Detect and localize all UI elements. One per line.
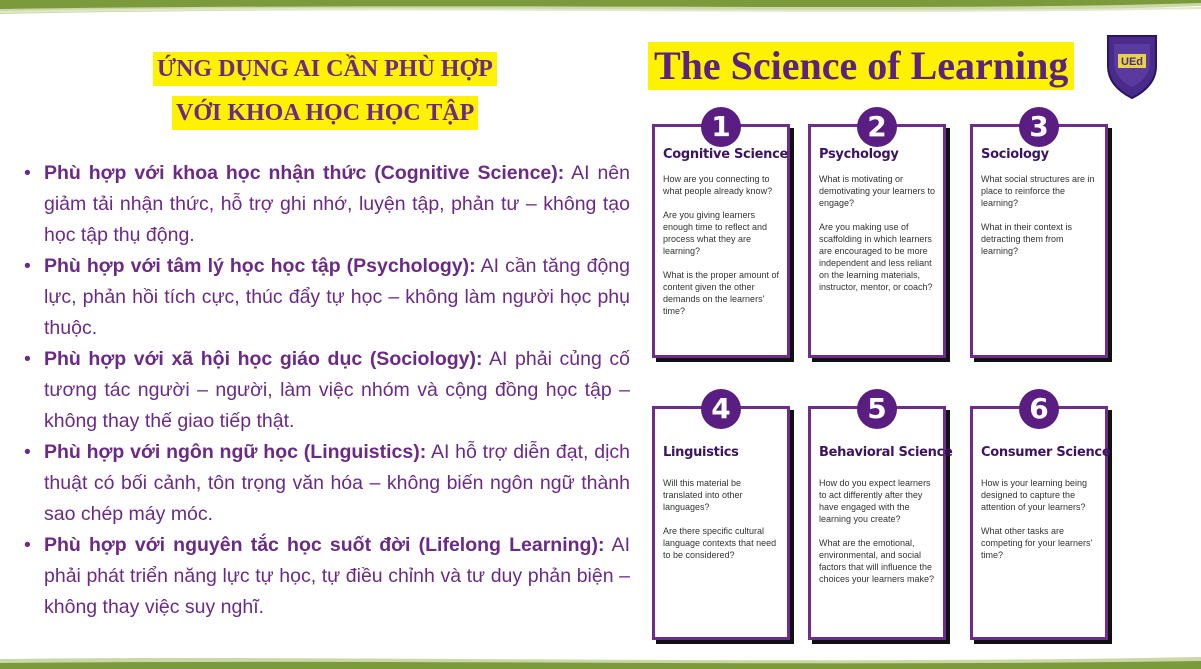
card-questions (981, 477, 1099, 573)
science-of-learning-title: The Science of Learning (648, 42, 1074, 90)
university-shield-icon (1104, 32, 1160, 102)
card-title: Behavioral Science (819, 445, 953, 460)
card-questions (819, 477, 937, 597)
card-questions (663, 477, 781, 573)
card-question: Are there specific cultural language contexts that need to be considered? (663, 526, 777, 560)
bullet-icon: • (24, 255, 31, 277)
bullet-text: AI phải phát triển năng lực tự học, tự điều chỉnh và tư duy phản biện – không thay việc suy nghĩ. (44, 534, 630, 618)
bullet-icon: • (24, 534, 31, 556)
card-question: Will this material be translated into other languages? (663, 478, 743, 512)
card-question: What is motivating or demotivating your learners to engage? (819, 174, 936, 208)
card-number-badge: 2 (857, 107, 897, 147)
bullet-lead: Phù hợp với khoa học nhận thức (Cognitive Science): (44, 162, 565, 184)
bullet-icon: • (24, 441, 31, 463)
card-number-badge: 6 (1019, 389, 1059, 429)
bullet-text: AI cần tăng động lực, phản hồi tích cực, thúc đẩy tự học – không làm người học phụ thuộc. (44, 255, 630, 339)
principles-list (24, 158, 630, 623)
heading-line-1: ỨNG DỤNG AI CẦN PHÙ HỢP (153, 52, 497, 86)
card-title: Consumer Science (981, 445, 1111, 460)
logo-text: UEd (1121, 56, 1143, 68)
card-question: Are you making use of scaffolding in which learners are encouraged to be more independent and less reliant on the learning materials, instructor, mentor, or coach? (819, 222, 933, 292)
card-question: What is the proper amount of content given the other demands on the learners' time? (663, 270, 780, 316)
list-item (24, 344, 630, 437)
card-question: What social structures are in place to reinforce the learning? (981, 174, 1095, 208)
bullet-lead: Phù hợp với ngôn ngữ học (Linguistics): (44, 441, 427, 463)
card-number-badge: 4 (701, 389, 741, 429)
card-question: How is your learning being designed to capture the attention of your learners? (981, 478, 1088, 512)
card-behavioral-science (808, 392, 953, 640)
bullet-text: AI hỗ trợ diễn đạt, dịch thuật có bối cảnh, tôn trọng văn hóa – không biến ngôn ngữ thành sao chép máy móc. (44, 441, 630, 525)
bullet-lead: Phù hợp với xã hội học giáo dục (Sociology): (44, 348, 483, 370)
list-item (24, 158, 630, 251)
card-linguistics (652, 392, 790, 640)
bullet-text: AI nên giảm tải nhận thức, hỗ trợ ghi nhớ, luyện tập, phản tư – không tạo học tập thụ động. (44, 162, 630, 246)
card-questions (819, 173, 937, 305)
card-title: Psychology (819, 147, 899, 162)
card-question: What in their context is detracting them from learning? (981, 222, 1073, 256)
bottom-decorative-band (0, 653, 1201, 669)
bullet-lead: Phù hợp với nguyên tắc học suốt đời (Lifelong Learning): (44, 534, 605, 556)
card-questions (981, 173, 1099, 269)
list-item (24, 251, 630, 344)
bullet-icon: • (24, 162, 31, 184)
card-question: How do you expect learners to act differently after they have engaged with the learning you create? (819, 478, 931, 524)
card-cognitive-science (652, 110, 790, 358)
top-decorative-band (0, 0, 1201, 22)
bullet-lead: Phù hợp với tâm lý học học tập (Psychology): (44, 255, 476, 277)
card-title: Cognitive Science (663, 147, 788, 162)
list-item (24, 530, 630, 623)
bullet-text: AI phải củng cố tương tác người – người, làm việc nhóm và cộng đồng học tập – không thay thế giao tiếp thật. (44, 348, 630, 432)
card-number-badge: 1 (701, 107, 741, 147)
card-questions (663, 173, 781, 329)
card-question: What other tasks are competing for your learners' time? (981, 526, 1093, 560)
card-question: How are you connecting to what people already know? (663, 174, 773, 196)
card-number-badge: 3 (1019, 107, 1059, 147)
card-title: Linguistics (663, 445, 739, 460)
bullet-icon: • (24, 348, 31, 370)
card-sociology (970, 110, 1108, 358)
card-number-badge: 5 (857, 389, 897, 429)
list-item (24, 437, 630, 530)
card-title: Sociology (981, 147, 1049, 162)
card-question: Are you giving learners enough time to reflect and process what they are learning? (663, 210, 768, 256)
card-question: What are the emotional, environmental, and social factors that will influence the choices your learners make? (819, 538, 935, 584)
heading-line-2: VỚI KHOA HỌC HỌC TẬP (172, 96, 478, 130)
card-psychology (808, 110, 946, 358)
card-consumer-science (970, 392, 1111, 640)
